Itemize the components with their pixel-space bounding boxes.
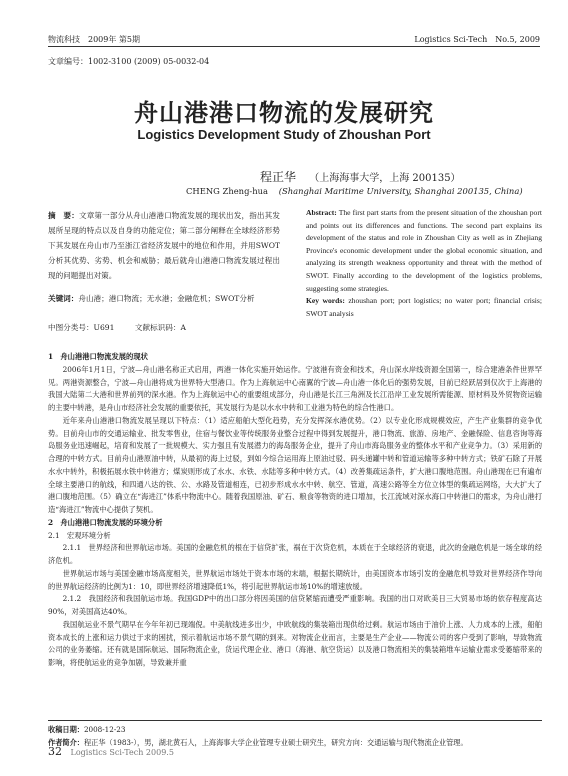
running-header [48, 34, 540, 47]
bio-text: 程正华（1983-），男，湖北黄石人，上海海事大学企业管理专业硕士研究生，研究方向：交通运输与现代物流企业管理。 [83, 738, 468, 747]
keywords-label-cn: 关键词： [48, 294, 79, 303]
author-affiliation-en: (Shanghai Maritime University, Shanghai 200135, China) [278, 186, 523, 196]
body-paragraph: 2.1.1 世界经济和世界航运市场。美国的金融危机的根在于信贷扩张，祸在于次贷危机，本质在于全球经济的衰退，此次的金融危机是一场全球的经济危机。 [48, 543, 542, 565]
bio-label: 作者简介： [48, 738, 84, 747]
title-english: Logistics Development Study of Zhoushan Port [137, 127, 431, 142]
author-name-en: CHENG Zheng-hua [186, 186, 269, 196]
body-paragraph: 世界航运市场与美国金融市场高度相关，世界航运市场处于资本市场的末端，根据长期统计，由美国资本市场引发的金融危机导致对世界经济作导向的世界航运经济的比例为1：10，即世界经济增速降低1%，将引起世界航运市场10%的增速放缓。 [48, 568, 542, 591]
author-affiliation-cn: （上海海事大学，上海 200135） [309, 173, 461, 184]
received-date [48, 723, 542, 736]
title-chinese: 舟山港港口物流的发展研究 [134, 99, 434, 127]
article-number: 文章编号：1002-3100 (2009) 05-0032-04 [48, 57, 210, 66]
document-code: 文献标识码：A [134, 323, 186, 332]
page-footer [48, 745, 174, 758]
body-paragraph: 近年来舟山港港口物流发展呈现以下特点：（1）适应船舶大型化趋势，充分发挥深水港优势。（2）以专业化形成规模效应，产生产业集群的竞争优势。目前舟山市的交通运输业、批发零售业，住宿与餐饮业等传统服务业整合过程中得到发展提升，港口物流、旅游、房地产、金融保险、信息咨询等海岛服务业迅速崛起，培育和发展了一批规模大、实力强且有发展潜力的海岛服务企业，提升了舟山市海岛服务业的整体水平和产业竞争力。（3）采用新的合理的中转方式。目前舟山港原油中转，从最初的海上过驳，到如今综合运用海上原油过驳、码头递罐中转和管道运输等多种中转方式；铁矿石除了开展水水中转外，积极拓展水铁中转港方；煤炭则形成了水水、水铁、水陆等多种中转方式。（4）改善集疏运条件，扩大港口腹地范围。舟山港现在已有遍布全球主要港口的航线，和四通八达的铁、公、水路及管道相连，已初步形成水水中转、航空、管道，高速公路等全方位立体型的集疏运网络，大大扩大了港口腹地范围。（5）确立在“海进江”体系中物流中心。随着我国原油、矿石、粮食等物资的进口增加，长江流域对深水海口中转港口的需求，为舟山港打造“海进江”物流中心提供了契机。 [48, 415, 542, 514]
body-paragraph: 2.1.2 我国经济和我国航运市场。我国GDP中的出口部分将因美国的信贷紧缩而遭受严重影响。我国的出口对欧美日三大贸易市场的依存程度高达90%，对美国高达40%。 [48, 594, 542, 616]
page-number: 32 [48, 745, 62, 758]
header-journal-en: Logistics Sci-Tech No.5, 2009 [414, 35, 540, 44]
clc-number: 中图分类号：U691 [48, 323, 115, 332]
received-value: 2008-12-23 [83, 725, 126, 734]
section-heading: 2 舟山港港口物流发展的环境分析 [48, 517, 163, 527]
section-heading: 2.1 宏观环境分析 [48, 530, 111, 540]
keywords-label-en: Key words: [306, 296, 345, 306]
body-paragraph: 2006年1月1日，宁波—舟山港名称正式启用，两港一体化实施开始运作。宁波港有资金和技术，舟山深水岸线资源全国第一，综合建港条件世界罕见。两港资源整合，宁波—舟山港将成为世界特大型港口。作为上海航运中心南翼的宁波—舟山港一体化后的强势发展，目前已经跃居到仅次于上海港的我国大陆第二大港和世界前列的深水港。作为上海航运中心的重要组成部分，舟山港是长江三角洲及长江沿岸工业发展所需能源、原材料及外贸物资运输的主要中转港，是舟山市经济社会发展的重要依托，其发展行为是以水水中转和工业港为特色的综合性港口。 [48, 364, 542, 412]
keywords-text-cn: 舟山港；港口物流；无水港；金融危机；SWOT分析 [78, 294, 255, 303]
footer-running-title: Logistics Sci-Tech 2009.5 [70, 748, 174, 757]
abstract-text-cn: 文章第一部分从舟山港港口物流发展的现状出发，指出其发展所呈现的特点以及自身的功能定位；第二部分阐释在全球经济形势下其发展在舟山市乃至浙江省经济发展中的地位和作用，并用SWOT分析其优势、劣势、机会和威胁；最后就舟山港港口物流发展过程出现的问题提出对策。 [48, 211, 280, 280]
abstract-english [306, 207, 542, 320]
abstract-text-en: The first part starts from the present situation of the zhoushan port and points out its differences and functions. The second part explains its development of the status and role in Zhoushan City as well as in Zhejiang Province's economic development under the global economic situation, and analyzing its strength weakness opportunity and threat with the method of SWOT. Finally according to the development of the logistics problems, suggesting some strategies. [306, 208, 542, 293]
abstract-label-cn: 摘 要： [48, 211, 79, 220]
keywords-text-en: zhoushan port; port logistics; no water port; financial crisis; SWOT analysis [306, 296, 542, 318]
author-chinese [260, 168, 461, 185]
author-english [186, 186, 523, 196]
abstract-chinese [48, 208, 280, 283]
body-paragraph: 我国航运业不景气期早在今年年初已现端倪。中美航线进多出少，中欧航线的集装箱出现供给过剩。航运市场由于油价上涨、人力成本的上涨，船舶资本成长的上涨和运力供过于求的困扰，预示着航运市场不景气期的到来。对物流企业而言，主要是生产企业——物流公司的客户受到了影响，导致物流公司的业务萎缩。还有就是国际航运、国际物流企业，货运代理企业、港口（海港、航空货运）以及港口物流相关的集装箱堆车运输业需求受萎缩带来的影响，将使航运业的竞争加剧，导致兼并重 [48, 619, 542, 667]
classification-line [48, 322, 204, 333]
section-heading: 1 舟山港港口物流发展的现状 [48, 352, 148, 361]
received-label: 收稿日期： [48, 725, 84, 734]
article-body [48, 351, 542, 670]
header-journal-cn: 物流科技 2009年 第5期 [48, 35, 140, 44]
abstract-label-en: Abstract: [306, 208, 337, 217]
author-name-cn: 程正华 [260, 170, 297, 184]
keywords-chinese [48, 291, 280, 306]
